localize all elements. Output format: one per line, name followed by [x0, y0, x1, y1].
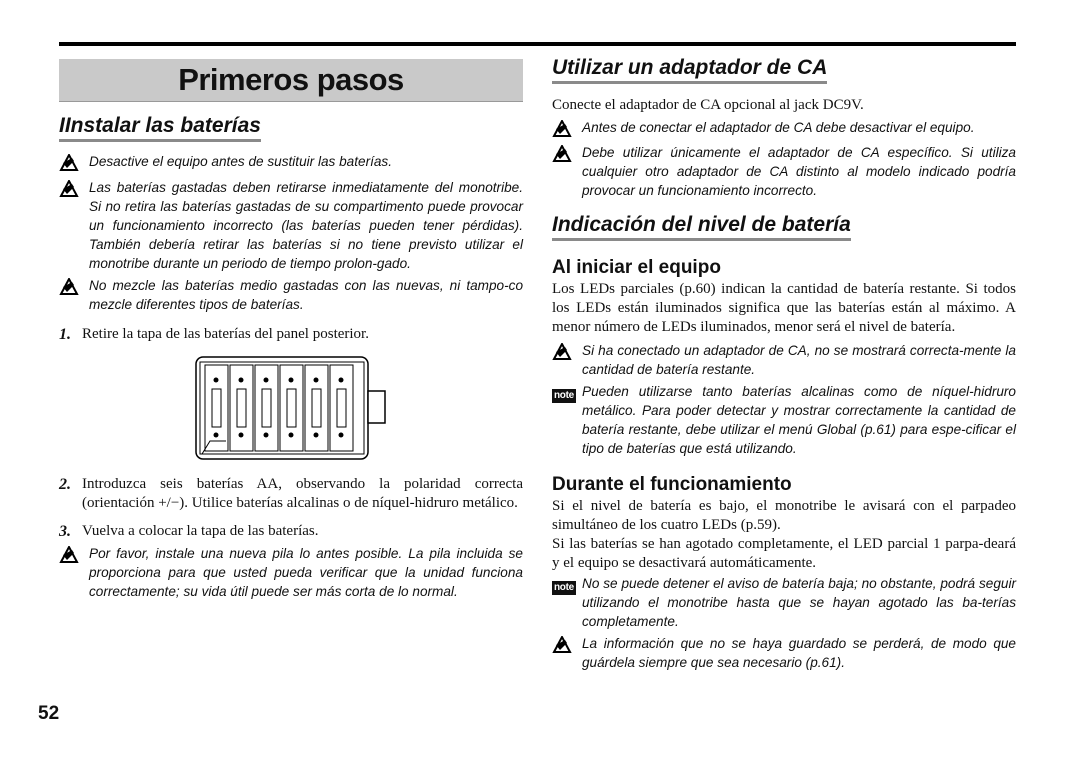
subheading-startup: Al iniciar el equipo	[552, 257, 721, 278]
adapter-text: Conecte el adaptador de CA opcional al jack DC9V.	[552, 97, 864, 113]
warning-item	[59, 152, 523, 176]
warning-item	[552, 341, 1016, 379]
step-text: Introduzca seis baterías AA, observando la polaridad correcta (orientación +/−). Utilice baterías alcalinas o de níquel-hidruro metálico.	[82, 475, 523, 511]
step-3	[59, 522, 523, 542]
operation-text-1: Si el nivel de batería es bajo, el monotribe le avisará con el parpadeo simultáneo de los cuatro LEDs (p.59).	[552, 498, 1016, 533]
startup-text: Los LEDs parciales (p.60) indican la cantidad de batería restante. Si todos los LEDs están iluminados significa que las baterías están al máximo. A menor número de LEDs iluminados, menor será el nivel de batería.	[552, 281, 1016, 335]
warning-text: Por favor, instale una nueva pila lo antes posible. La pila incluida se proporciona para que usted pueda verificar que la unidad funciona correctamente; su vida útil puede ser más corta de lo normal.	[89, 546, 523, 599]
warning-item	[59, 276, 523, 314]
page-title: Primeros pasos	[59, 59, 523, 102]
warning-hand-icon	[59, 152, 89, 176]
warning-item	[552, 118, 1016, 142]
operation-text-2: Si las baterías se han agotado completamente, el LED parcial 1 parpa-deará y el equipo se desactivará automáticamente.	[552, 536, 1016, 571]
note-item	[552, 382, 1016, 458]
warning-text: Desactive el equipo antes de sustituir las baterías.	[89, 154, 393, 169]
warning-hand-icon	[552, 341, 582, 365]
warning-item	[552, 143, 1016, 200]
warning-text: La información que no se haya guardado se perderá, de modo que guárdela siempre que sea necesario (p.61).	[582, 636, 1016, 670]
step-number: 2.	[59, 475, 71, 493]
note-text: No se puede detener el aviso de batería baja; no obstante, podrá seguir utilizando el monotribe hasta que se hayan agotado las ba-terías completamente.	[582, 576, 1016, 629]
section-heading-batteries: IInstalar las baterías	[59, 114, 261, 142]
step-number: 3.	[59, 522, 71, 540]
subheading-operation: Durante el funcionamiento	[552, 474, 792, 495]
battery-compartment-illustration	[194, 355, 388, 461]
warning-item	[552, 634, 1016, 672]
top-rule	[59, 42, 1016, 46]
warning-hand-icon	[552, 143, 582, 167]
warning-text: Si ha conectado un adaptador de CA, no se mostrará correcta-mente la cantidad de batería restante.	[582, 343, 1016, 377]
warning-item	[59, 544, 523, 601]
warning-hand-icon	[552, 634, 582, 658]
note-text: Pueden utilizarse tanto baterías alcalinas como de níquel-hidruro metálico. Para poder detectar y mostrar correctamente la cantidad de batería restante, debe utilizar el menú Global (p.61) para espe-cificar el tipo de baterías que está utilizando.	[582, 384, 1016, 456]
step-1	[59, 325, 523, 345]
warning-hand-icon	[552, 118, 582, 142]
section-heading-battery-level: Indicación del nivel de batería	[552, 213, 851, 241]
step-text: Retire la tapa de las baterías del panel posterior.	[82, 326, 369, 342]
warning-text: No mezcle las baterías medio gastadas con las nuevas, ni tampo-co mezcle diferentes tipos de baterías.	[89, 278, 523, 312]
step-2	[59, 475, 523, 514]
note-icon: note	[554, 582, 574, 593]
warning-item	[59, 178, 523, 273]
note-item	[552, 574, 1016, 631]
page-number: 52	[38, 703, 60, 724]
warning-hand-icon	[59, 544, 89, 568]
warning-text: Antes de conectar el adaptador de CA debe desactivar el equipo.	[582, 120, 975, 135]
note-icon: note	[554, 390, 574, 401]
warning-text: Debe utilizar únicamente el adaptador de CA específico. Si utiliza cualquier otro adaptador de CA distinto al modelo indicado podría provocar un funcionamiento incorrecto.	[582, 145, 1016, 198]
step-text: Vuelva a colocar la tapa de las baterías.	[82, 522, 319, 539]
step-number: 1.	[59, 326, 71, 343]
right-column	[552, 56, 1016, 672]
warning-hand-icon	[59, 276, 89, 300]
section-heading-adapter: Utilizar un adaptador de CA	[552, 56, 827, 84]
left-column	[59, 56, 523, 601]
warning-hand-icon	[59, 178, 89, 202]
warning-text: Las baterías gastadas deben retirarse inmediatamente del monotribe. Si no retira las baterías gastadas de su compartimento puede provocar un funcionamiento incorrecto (las baterías pueden tener pérdidas). También debería retirar las baterías si no tiene previsto utilizar el monotribe durante un periodo de tiempo prolon-gado.	[89, 180, 523, 271]
